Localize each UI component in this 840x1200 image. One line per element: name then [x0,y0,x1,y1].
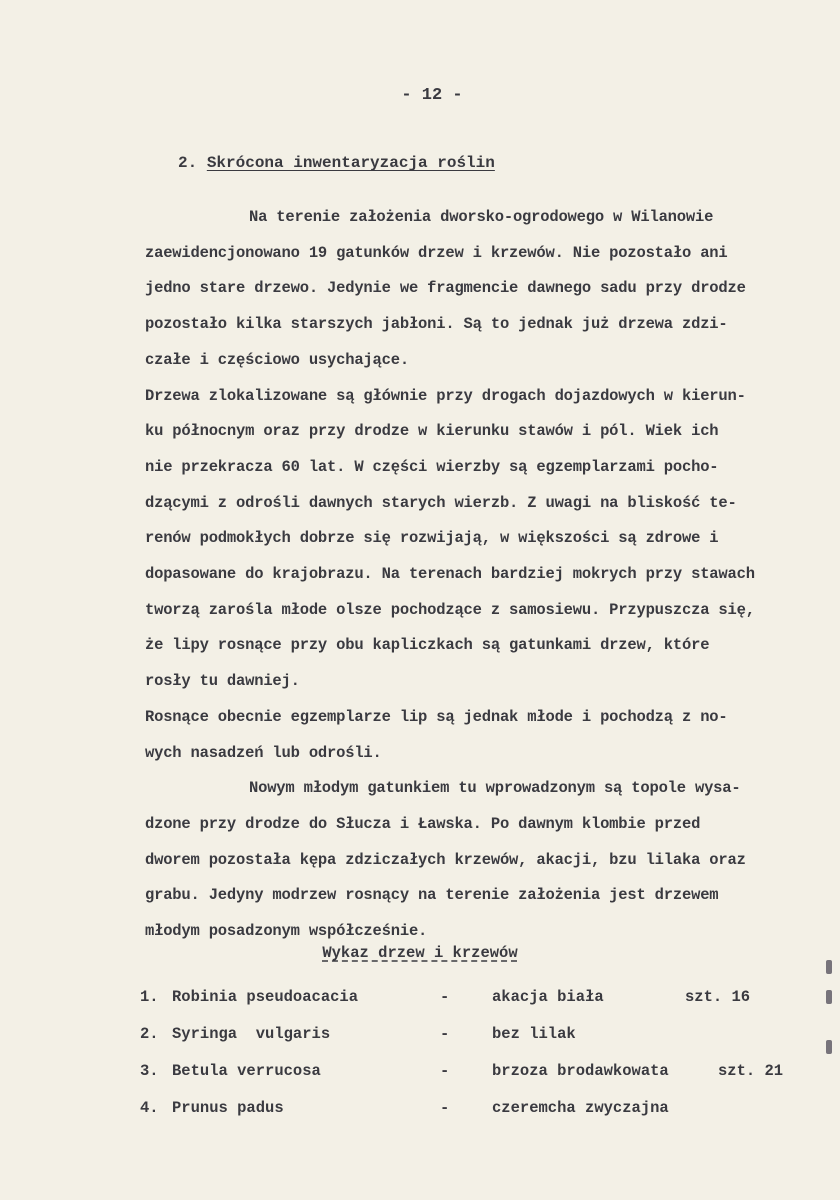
paragraph-line: Nowym młodym gatunkiem tu wprowadzonym są topole wysa- [249,779,741,798]
section-heading [178,154,495,172]
section-number: 2. [178,154,198,172]
species-number: 2. [140,1025,159,1043]
species-polish-name: bez lilak [492,1025,576,1043]
species-dash: - [440,1025,450,1043]
species-number: 1. [140,988,159,1006]
paragraph-line: dzone przy drodze do Słucza i Ławska. Po dawnym klombie przed [145,814,701,833]
paragraph-line: ku północnym oraz przy drodze w kierunku stawów i pól. Wiek ich [145,422,719,441]
species-quantity: szt. 16 [685,988,751,1006]
species-polish-name: czeremcha zwyczajna [492,1099,669,1117]
paragraph-line: pozostało kilka starszych jabłoni. Są to jednak już drzewa zdzi- [145,315,728,334]
paragraph-line: Na terenie założenia dworsko-ogrodowego w Wilanowie [249,208,714,226]
species-row [140,1062,800,1099]
page-number: - 12 - [401,86,463,105]
paragraph-line: że lipy rosnące przy obu kapliczkach są gatunkami drzew, które [145,636,710,655]
species-row [140,988,800,1025]
edge-mark [826,990,832,1004]
paragraph-line: Rosnące obecnie egzemplarze lip są jednak młode i pochodzą z no- [145,707,728,726]
list-heading-text: Wykaz drzew i krzewów [322,944,518,962]
paragraph-line: dzącymi z odrośli dawnych starych wierzb. Z uwagi na bliskość te- [145,493,737,512]
paragraph-line: wych nasadzeń lub odrośli. [145,743,382,762]
species-dash: - [440,988,450,1006]
paragraph-line: grabu. Jedyny modrzew rosnący na terenie założenia jest drzewem [145,886,719,905]
paragraph-line: jedno stare drzewo. Jedynie we fragmencie dawnego sadu przy drodze [145,279,746,298]
paragraph-line: zaewidencjonowano 19 gatunków drzew i krzewów. Nie pozostało ani [145,243,728,262]
paragraph-line: dworem pozostała kępa zdziczałych krzewów, akacji, bzu lilaka oraz [145,850,746,869]
paragraph-line: rosły tu dawniej. [145,672,300,691]
species-polish-name: akacja biała [492,988,604,1006]
species-list [140,988,800,1136]
species-dash: - [440,1099,450,1117]
species-latin-name: Syringa vulgaris [172,1025,331,1043]
list-heading [0,944,840,962]
paragraph-line: renów podmokłych dobrze się rozwijają, w większości są zdrowe i [145,529,719,548]
edge-mark [826,1040,832,1054]
section-title: Skrócona inwentaryzacja roślin [206,154,495,172]
species-number: 3. [140,1062,159,1080]
paragraph-line: dopasowane do krajobrazu. Na terenach bardziej mokrych przy stawach [145,565,755,584]
species-row [140,1099,800,1136]
edge-mark [826,960,832,974]
paragraph-line: Drzewa zlokalizowane są głównie przy drogach dojazdowych w kierun- [145,386,746,405]
species-latin-name: Prunus padus [172,1099,284,1117]
paragraph-line: czałe i częściowo usychające. [145,350,409,369]
species-row [140,1025,800,1062]
species-polish-name: brzoza brodawkowata [492,1062,669,1080]
species-latin-name: Betula verrucosa [172,1062,321,1080]
species-dash: - [440,1062,450,1080]
body-text [145,200,835,950]
species-number: 4. [140,1099,159,1117]
species-quantity: szt. 21 [718,1062,784,1080]
paragraph-line: nie przekracza 60 lat. W części wierzby są egzemplarzami pocho- [145,457,719,476]
paragraph-line: młodym posadzonym współcześnie. [145,922,428,941]
species-latin-name: Robinia pseudoacacia [172,988,359,1006]
paragraph-line: tworzą zarośla młode olsze pochodzące z samosiewu. Przypuszcza się, [145,600,755,619]
